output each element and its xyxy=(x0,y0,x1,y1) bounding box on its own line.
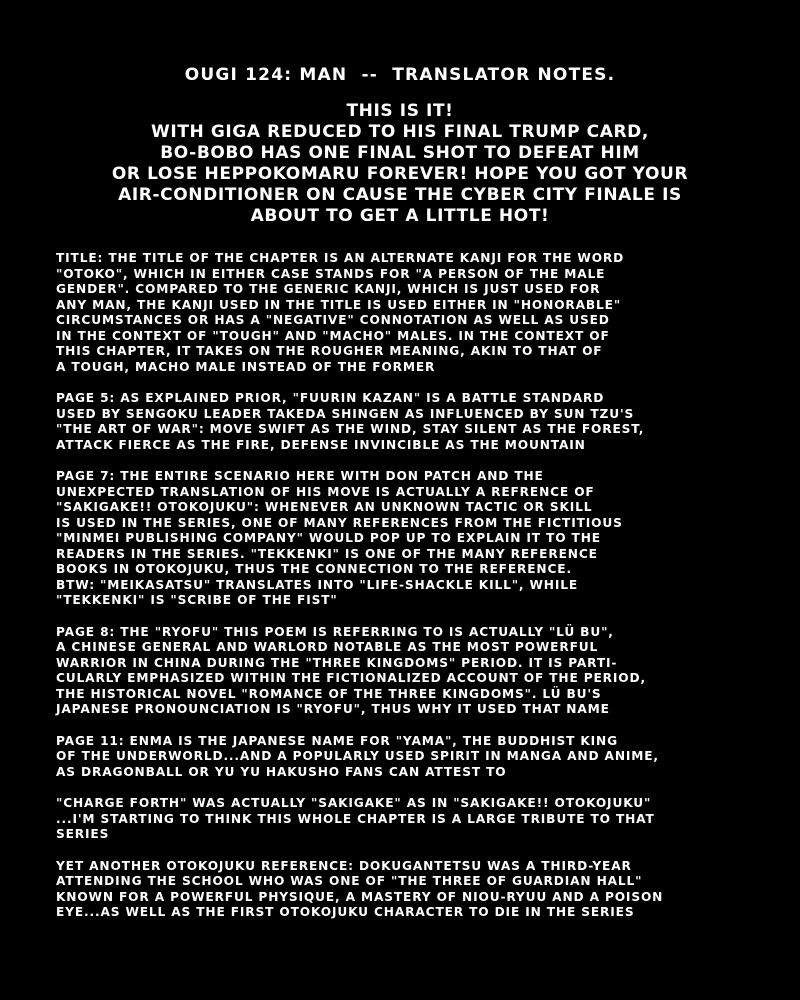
note-line: "TEKKENKI" IS "SCRIBE OF THE FIST" xyxy=(56,593,338,607)
page-header xyxy=(0,64,800,227)
note-line: EYE...AS WELL AS THE FIRST OTOKOJUKU CHARACTER TO DIE IN THE SERIES xyxy=(56,905,635,919)
note-page-8 xyxy=(56,625,776,718)
note-line: PAGE 7: THE ENTIRE SCENARIO HERE WITH DON PATCH AND THE xyxy=(56,469,544,483)
note-line: ANY MAN, THE KANJI USED IN THE TITLE IS USED EITHER IN "HONORABLE" xyxy=(56,297,622,312)
intro-paragraph xyxy=(0,101,800,227)
note-line: JAPANESE PRONOUNCIATION IS "RYOFU", THUS WHY IT USED THAT NAME xyxy=(56,702,610,716)
note-page-11 xyxy=(56,734,776,781)
note-line: BOOKS IN OTOKOJUKU, THUS THE CONNECTION TO THE REFERENCE. xyxy=(56,562,572,576)
intro-line: WITH GIGA REDUCED TO HIS FINAL TRUMP CARD, xyxy=(151,122,649,142)
intro-line: ABOUT TO GET A LITTLE HOT! xyxy=(250,206,550,226)
note-line: READERS IN THE SERIES. "TEKKENKI" IS ONE OF THE MANY REFERENCE xyxy=(56,546,598,561)
note-line: ATTACK FIERCE AS THE FIRE, DEFENSE INVINCIBLE AS THE MOUNTAIN xyxy=(56,437,586,452)
note-line: GENDER". COMPARED TO THE GENERIC KANJI, WHICH IS JUST USED FOR xyxy=(56,282,601,296)
note-dokugantetsu xyxy=(56,859,776,921)
note-line: "CHARGE FORTH" WAS ACTUALLY "SAKIGAKE" AS IN "SAKIGAKE!! OTOKOJUKU" xyxy=(56,796,652,810)
note-charge-forth xyxy=(56,796,776,843)
note-line: KNOWN FOR A POWERFUL PHYSIQUE, A MASTERY OF NIOU-RYUU AND A POISON xyxy=(56,889,664,904)
note-line: BTW: "MEIKASATSU" TRANSLATES INTO "LIFE-SHACKLE KILL", WHILE xyxy=(56,577,579,592)
note-line: USED BY SENGOKU LEADER TAKEDA SHINGEN AS INFLUENCED BY SUN TZU'S xyxy=(56,406,635,421)
note-line: OF THE UNDERWORLD...AND A POPULARLY USED SPIRIT IN MANGA AND ANIME, xyxy=(56,749,659,763)
note-line: CULARLY EMPHASIZED WITHIN THE FICTIONALIZED ACCOUNT OF THE PERIOD, xyxy=(56,671,646,685)
note-line: UNEXPECTED TRANSLATION OF HIS MOVE IS ACTUALLY A REFRENCE OF xyxy=(56,484,595,499)
page-title: OUGI 124: MAN -- TRANSLATOR NOTES. xyxy=(184,65,616,85)
intro-line: THIS IS IT! xyxy=(346,101,454,121)
note-line: THIS CHAPTER, IT TAKES ON THE ROUGHER MEANING, AKIN TO THAT OF xyxy=(56,344,603,358)
note-line: PAGE 8: THE "RYOFU" THIS POEM IS REFERRING TO IS ACTUALLY "LÜ BU", xyxy=(56,624,614,639)
notes-list xyxy=(56,251,776,937)
intro-line: OR LOSE HEPPOKOMARU FOREVER! HOPE YOU GOT YOUR xyxy=(111,164,689,184)
note-line: ...I'M STARTING TO THINK THIS WHOLE CHAPTER IS A LARGE TRIBUTE TO THAT xyxy=(56,811,655,826)
note-line: YET ANOTHER OTOKOJUKU REFERENCE: DOKUGANTETSU WAS A THIRD-YEAR xyxy=(56,858,632,873)
note-line: A CHINESE GENERAL AND WARLORD NOTABLE AS THE MOST POWERFUL xyxy=(56,640,599,654)
note-page-5 xyxy=(56,391,776,453)
note-line: SERIES xyxy=(56,827,110,841)
note-line: "OTOKO", WHICH IN EITHER CASE STANDS FOR "A PERSON OF THE MALE xyxy=(56,266,606,281)
note-line: A TOUGH, MACHO MALE INSTEAD OF THE FORMER xyxy=(56,359,436,374)
note-line: TITLE: THE TITLE OF THE CHAPTER IS AN ALTERNATE KANJI FOR THE WORD xyxy=(56,251,625,265)
note-line: ATTENDING THE SCHOOL WHO WAS ONE OF "THE THREE OF GUARDIAN HALL" xyxy=(56,874,643,888)
note-page-7 xyxy=(56,469,776,609)
note-title xyxy=(56,251,776,375)
note-line: THE HISTORICAL NOVEL "ROMANCE OF THE THREE KINGDOMS". LÜ BU'S xyxy=(56,686,602,701)
note-line: PAGE 5: AS EXPLAINED PRIOR, "FUURIN KAZAN" IS A BATTLE STANDARD xyxy=(56,391,605,405)
note-line: AS DRAGONBALL OR YU YU HAKUSHO FANS CAN ATTEST TO xyxy=(56,764,507,779)
intro-line: AIR-CONDITIONER ON CAUSE THE CYBER CITY FINALE IS xyxy=(118,185,682,205)
note-line: IN THE CONTEXT OF "TOUGH" AND "MACHO" MALES. IN THE CONTEXT OF xyxy=(56,328,610,343)
note-line: CIRCUMSTANCES OR HAS A "NEGATIVE" CONNOTATION AS WELL AS USED xyxy=(56,313,610,327)
intro-line: BO-BOBO HAS ONE FINAL SHOT TO DEFEAT HIM xyxy=(160,143,640,163)
note-line: PAGE 11: ENMA IS THE JAPANESE NAME FOR "YAMA", THE BUDDHIST KING xyxy=(56,733,618,748)
note-line: WARRIOR IN CHINA DURING THE "THREE KINGDOMS" PERIOD. IT IS PARTI- xyxy=(56,655,618,670)
note-line: "MINMEI PUBLISHING COMPANY" WOULD POP UP TO EXPLAIN IT TO THE xyxy=(56,531,601,545)
note-line: "THE ART OF WAR": MOVE SWIFT AS THE WIND, STAY SILENT AS THE FOREST, xyxy=(56,422,645,436)
note-line: IS USED IN THE SERIES, ONE OF MANY REFERENCES FROM THE FICTITIOUS xyxy=(56,515,623,530)
note-line: "SAKIGAKE!! OTOKOJUKU": WHENEVER AN UNKNOWN TACTIC OR SKILL xyxy=(56,500,593,514)
